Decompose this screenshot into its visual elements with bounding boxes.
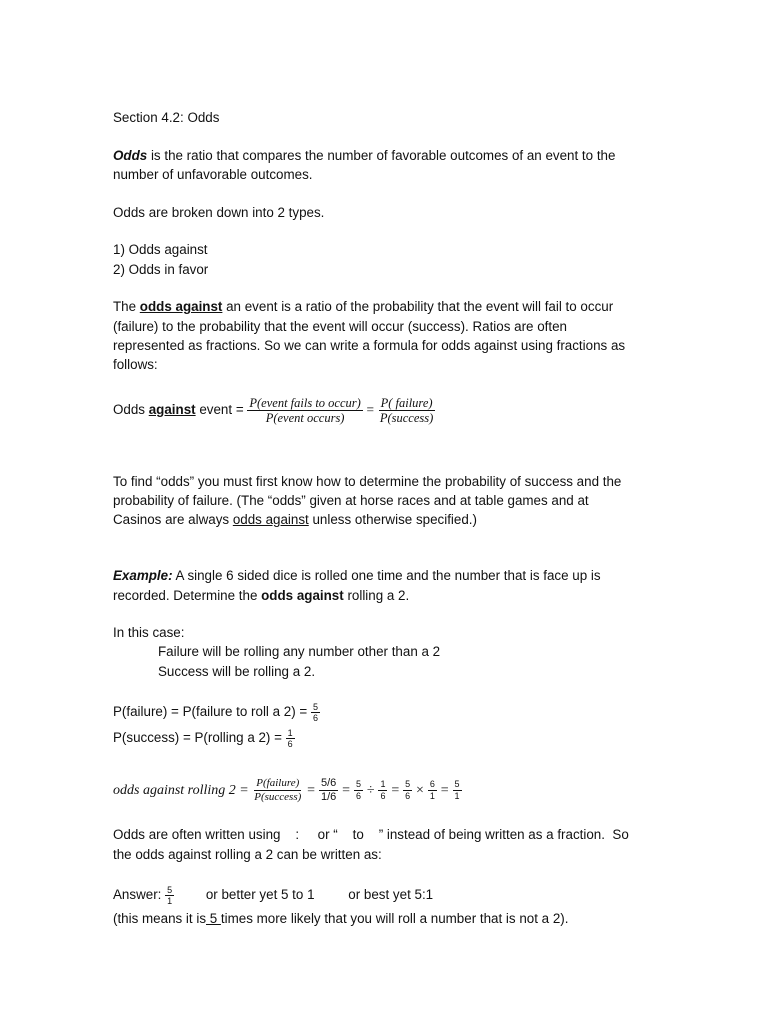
case-success: Success will be rolling a 2.: [158, 664, 316, 679]
definition-line-1: Odds is the ratio that compares the number of favorable outcomes of an event to the: [113, 148, 616, 163]
case-heading: In this case:: [113, 625, 185, 640]
answer-fraction: $\frac{5}{1}$: [167, 884, 173, 906]
section-title: Section 4.2: Odds: [113, 110, 220, 125]
formula-fraction-2: $\frac{\text{P( failure)}}{\text{P(success)}}$: [379, 395, 434, 425]
term-odds-against: odds against: [139, 299, 223, 314]
notation-line-2: the odds against rolling a 2 can be written as:: [113, 847, 382, 862]
type-item-1: 1) Odds against: [113, 242, 208, 257]
p-success: P(success) = P(rolling a 2) = $\frac{1}{6}$: [113, 727, 293, 749]
notation-line-1: Odds are often written using : or “ to ” instead of being written as a fraction. So: [113, 827, 629, 842]
case-failure: Failure will be rolling any number other than a 2: [158, 644, 441, 659]
types-intro: Odds are broken down into 2 types.: [113, 205, 325, 220]
term-odds: Odds: [113, 148, 148, 163]
type-item-2: 2) Odds in favor: [113, 262, 209, 277]
against-line-3: represented as fractions. So we can write a formula for odds against using fractions as: [113, 338, 626, 353]
answer-line: Answer: $\frac{5}{1}$ or better yet 5 to 1 or best yet 5:1: [113, 884, 434, 906]
against-line-4: follows:: [113, 357, 158, 372]
find-line-1: To find “odds” you must first know how to determine the probability of success and the: [113, 474, 622, 489]
odds-calculation: odds against rolling 2 = $\frac{\text{P(failure)}}{\text{P(success)}}$ = $\frac{5/6}{1/6}$ = $\frac{5}{6}$ ÷ $\frac{1}{6}$ = $\frac{5}{6}$ × $\frac{6}{1}$ = $\frac{5}{1}$: [113, 777, 460, 803]
calc-fraction-compound: $\frac{5/6}{1/6}$: [320, 777, 337, 803]
calc-result-fraction: $\frac{5}{1}$: [454, 779, 460, 801]
p-failure: P(failure) = P(failure to roll a 2) = $\frac{5}{6}$: [113, 701, 318, 723]
p-failure-fraction: $\frac{5}{6}$: [312, 701, 318, 723]
example-line-2: recorded. Determine the odds against rolling a 2.: [113, 588, 410, 603]
answer-meaning: (this means it is 5 times more likely that you will roll a number that is not a 2).: [113, 911, 569, 926]
find-line-2: probability of failure. (The “odds” given at horse races and at table games and at: [113, 493, 589, 508]
against-line-1: The odds against an event is a ratio of the probability that the event will fail to occur: [113, 299, 614, 314]
example-line-1: Example: A single 6 sided dice is rolled one time and the number that is face up is: [113, 568, 601, 583]
definition-line-2: number of unfavorable outcomes.: [113, 167, 313, 182]
find-line-3: Casinos are always odds against unless otherwise specified.): [113, 512, 477, 527]
odds-formula: Odds against event = $\frac{\text{P(event fails to occur)}}{\text{P(event occurs)}}$ = $\frac{\text{P( failure)}}{\text{P(success)}}$: [113, 395, 434, 425]
example-label: Example:: [113, 568, 173, 583]
formula-fraction-1: $\frac{\text{P(event fails to occur)}}{\text{P(event occurs)}}$: [249, 395, 361, 425]
p-success-fraction: $\frac{1}{6}$: [287, 727, 293, 749]
against-line-2: (failure) to the probability that the event will occur (success). Ratios are often: [113, 319, 568, 334]
calc-fraction-probabilities: $\frac{\text{P(failure)}}{\text{P(success)}}$: [254, 777, 302, 803]
